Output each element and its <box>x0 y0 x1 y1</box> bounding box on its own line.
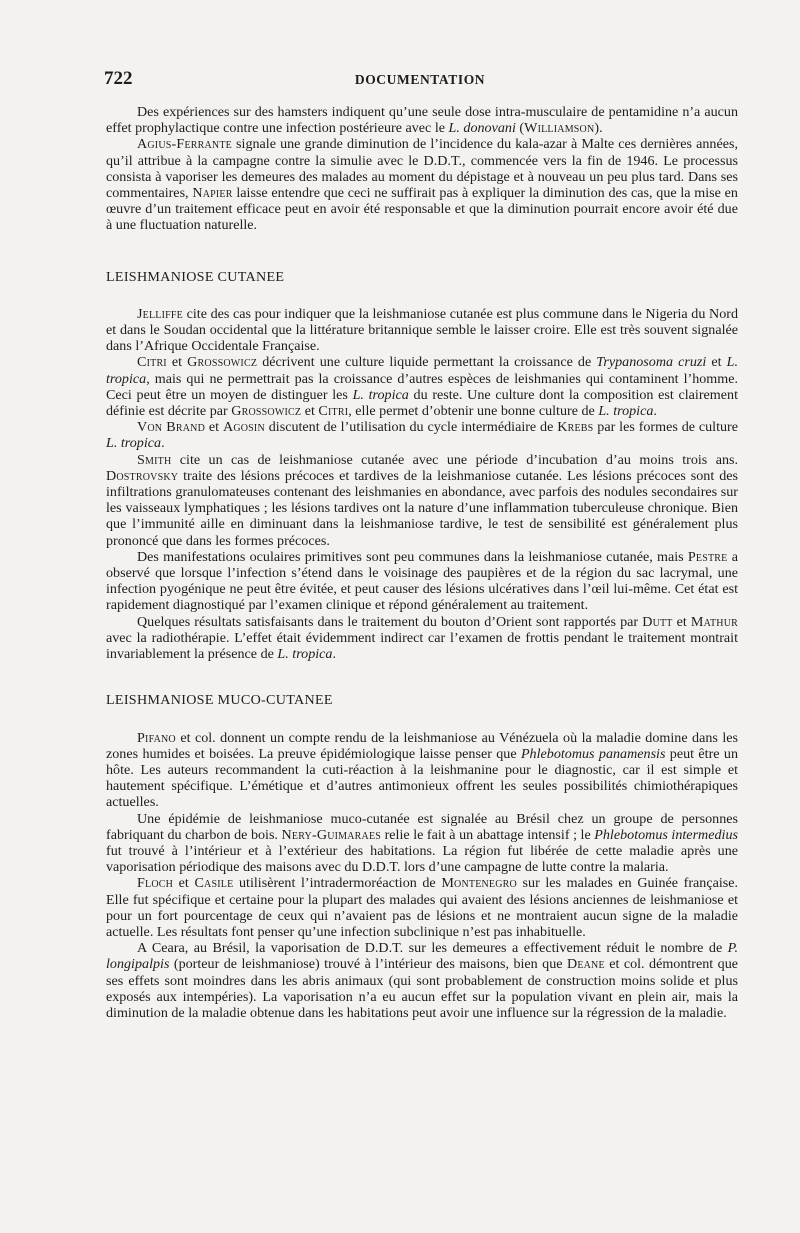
text-run: utilisèrent l’intradermoréaction de <box>233 875 442 892</box>
author-name: Von Brand <box>137 419 206 436</box>
text-run: laisse entendre que ceci ne suffirait pas à expliquer la diminution des cas, que la mise en œuvre d’un traitement efficace peut en avoir été responsable et que la diminution pourrait encore avoir été due à une fluctuation naturelle. <box>106 185 738 234</box>
author-name: Agosin <box>222 419 265 436</box>
author-name: Napier <box>192 185 233 202</box>
text-run: discutent de l’utilisation du cycle intermédiaire de <box>264 419 558 436</box>
text-run: peut être un hôte. Les auteurs recommandent la cuti-réaction à la leishmanine pour le diagnostic, car il est simple et hautement spécifique. L’émétique et d’autres antimonieux offrent les seules possibilités chimiothérapiques actuelles. <box>106 745 738 811</box>
author-name: Citri <box>318 403 349 420</box>
text-run: Des manifestations oculaires primitives sont peu communes dans la leishmaniose cutanée, mais <box>137 548 688 565</box>
section-leishmaniose-cutanee <box>106 269 738 663</box>
page-number: 722 <box>104 68 133 89</box>
text-run: avec la radiothérapie. L’effet était évidemment indirect car l’examen de frottis pendant le traitement montrait invariablement la présence de <box>106 629 738 663</box>
section-leishmaniose-muco-cutanee <box>106 692 738 1021</box>
paragraph <box>106 730 738 811</box>
paragraph <box>106 136 738 233</box>
italic-term: L. donovani <box>448 120 516 137</box>
author-name: Floch <box>137 875 174 892</box>
paragraph <box>106 811 738 876</box>
text-run: et <box>205 419 223 436</box>
author-name: Pestre <box>687 548 728 565</box>
text-run: . <box>653 403 657 420</box>
text-run: Des expériences sur des hamsters indiquent qu’une seule dose intra-musculaire de pentamidine n’a aucun effet prophylactique contre une infection postérieure avec le <box>106 104 738 137</box>
text-run: Quelques résultats satisfaisants dans le traitement du bouton d’Orient sont rapportés par <box>137 613 643 630</box>
author-name: Citri <box>137 354 167 371</box>
paragraph <box>106 452 738 549</box>
paragraph <box>106 104 738 136</box>
text-run: a observé que lorsque l’infection s’étend dans le voisinage des paupières et de la région du sac lacrymal, une infection pyogénique ne peut être évitée, et peut causer des lésions ulcératives dans l’œil lui-même. Cet état est rapidement diagnostiqué par l’examen clinique et répond généralement au traitement. <box>106 548 738 614</box>
author-name: Grossowicz <box>231 403 302 420</box>
paragraph <box>106 306 738 355</box>
author-name: Montenegro <box>441 875 517 892</box>
body-text <box>106 104 738 1021</box>
page-header <box>0 68 800 94</box>
paragraph <box>106 940 738 1021</box>
text-run: et <box>166 354 188 371</box>
text-run: cite un cas de leishmaniose cutanée avec une période d’incubation d’au moins trois ans. <box>171 451 738 468</box>
text-run: et <box>301 403 319 420</box>
text-run: et <box>173 875 195 892</box>
author-name: Jelliffe <box>137 305 183 322</box>
text-run: ( <box>515 120 525 137</box>
author-name: Casile <box>194 875 234 892</box>
text-run: décrivent une culture liquide permettant la croissance de <box>257 354 597 371</box>
section-heading: LEISHMANIOSE MUCO-CUTANEE <box>106 692 333 709</box>
author-name: Krebs <box>557 419 594 436</box>
paragraph <box>106 614 738 663</box>
text-run: signale une grande diminution de l’incidence du kala-azar à Malte ces dernières années, qu’il attribue à la campagne contre la simulie avec le D.D.T., commencée vers la fin de 1946. Le processus consista à vaporiser les demeures des malades au moment du dépistage et à nouveau un peu plus tard. Dans ses commentaires, <box>106 136 738 202</box>
italic-term: L. tropica <box>106 354 739 387</box>
paragraph <box>106 354 738 419</box>
author-name: Dutt <box>642 613 673 630</box>
author-name: Williamson <box>524 120 595 137</box>
text-run: et <box>706 354 727 371</box>
italic-term: Phlebotomus intermedius <box>594 826 738 843</box>
text-run: Une épidémie de leishmaniose muco-cutanée est signalée au Brésil chez un groupe de personnes fabriquant du charbon de bois. <box>106 810 738 843</box>
paragraph <box>106 875 738 940</box>
text-run: (porteur de leishmaniose) trouvé à l’intérieur des maisons, bien que <box>169 956 567 973</box>
paragraph <box>106 419 738 451</box>
text-run: du reste. Une culture dont la composition est clairement définie est décrite par <box>106 386 738 420</box>
text-run: et col. donnent un compte rendu de la leishmaniose au Vénézuela où la maladie domine dans les zones humides et boisées. La preuve épidémiologique laisse penser que <box>106 729 738 762</box>
author-name: Nery-Guimaraes <box>281 826 382 843</box>
author-name: Grossowicz <box>187 354 258 371</box>
italic-term: Trypanosoma cruzi <box>596 354 707 371</box>
text-run: , mais qui ne permettrait pas la croissance d’autres espèces de leishmanies qui contaminent l’homme. Ceci peut être un moyen de distinguer les <box>106 370 738 403</box>
author-name: Smith <box>137 451 172 468</box>
author-name: Dostrovsky <box>106 467 179 484</box>
text-run: par les formes de culture <box>593 419 738 436</box>
text-run: cite des cas pour indiquer que la leishmaniose cutanée est plus commune dans le Nigeria du Nord et dans le Soudan occidental que la littérature britannique semble le laisser croire. Elle est très souvent signalée dans l’Afrique Occidentale Française. <box>106 305 738 355</box>
text-run: traite des lésions précoces et tardives de la leishmaniose cutanée. Les lésions précoces sont des infiltrations granulomateuses contenant des leishmanies en abondance, avec parfois des nodules secondaires sur les vaisseaux lymphatiques ; les lésions tardives ont la nature d’une inflammation tuberculeuse chronique. Bien que l’immunité aille en diminuant dans la leishmaniose tardive, le test de sensibilité est généralement plus prononcé que dans les formes précoces. <box>106 467 738 549</box>
text-run: sur les malades en Guinée française. Elle fut spécifique et certaine pour la plupart des malades qui avaient des lésions anciennes de leishmaniose et pour un fort pourcentage de ceux qui n’avaient pas de lésions et ne montraient aucun signe de la maladie actuelle. Les résultats font penser qu’une infection subclinique n’est pas inhabituelle. <box>106 875 739 940</box>
text-run: relie le fait à un abattage intensif ; le <box>381 826 595 843</box>
paragraph <box>106 549 738 614</box>
author-name: Agius-Ferrante <box>137 136 232 153</box>
italic-term: L. tropica <box>352 386 409 403</box>
text-run: et <box>672 613 691 630</box>
text-run: . <box>161 435 165 452</box>
italic-term: Phlebotomus panamensis <box>520 745 666 762</box>
italic-term: L. tropica <box>106 435 162 452</box>
text-run: . <box>332 646 336 663</box>
text-run: , elle permet d’obtenir une bonne culture de <box>348 403 599 420</box>
text-run: et col. démontrent que ses effets sont moindres dans les abris animaux (qui sont probablement de construction moins solide et plus exposés aux intempéries). La vaporisation n’a eu aucun effet sur la population vivant en plein air, mais la diminution de la maladie obtenue dans les habitations peut avoir une influence sur la régression de la maladie. <box>106 956 738 1021</box>
text-run: A Ceara, au Brésil, la vaporisation de D.D.T. sur les demeures a effectivement réduit le nombre de <box>137 940 728 957</box>
running-title: DOCUMENTATION <box>354 72 486 87</box>
italic-term: L. tropica <box>277 646 333 663</box>
author-name: Mathur <box>690 613 738 630</box>
italic-term: P. longipalpis <box>106 940 738 973</box>
author-name: Deane <box>566 956 605 973</box>
text-run: fut trouvé à l’intérieur et à l’extérieur des habitations. La région fut libérée de cette maladie après une vaporisation périodique des maisons avec du D.D.T. lors d’une campagne de lutte contre la malaria. <box>106 842 738 876</box>
section-intro <box>106 104 738 234</box>
text-run: ). <box>594 120 603 137</box>
author-name: Pifano <box>137 729 176 746</box>
section-heading: LEISHMANIOSE CUTANEE <box>106 268 285 285</box>
italic-term: L. tropica <box>598 403 654 420</box>
